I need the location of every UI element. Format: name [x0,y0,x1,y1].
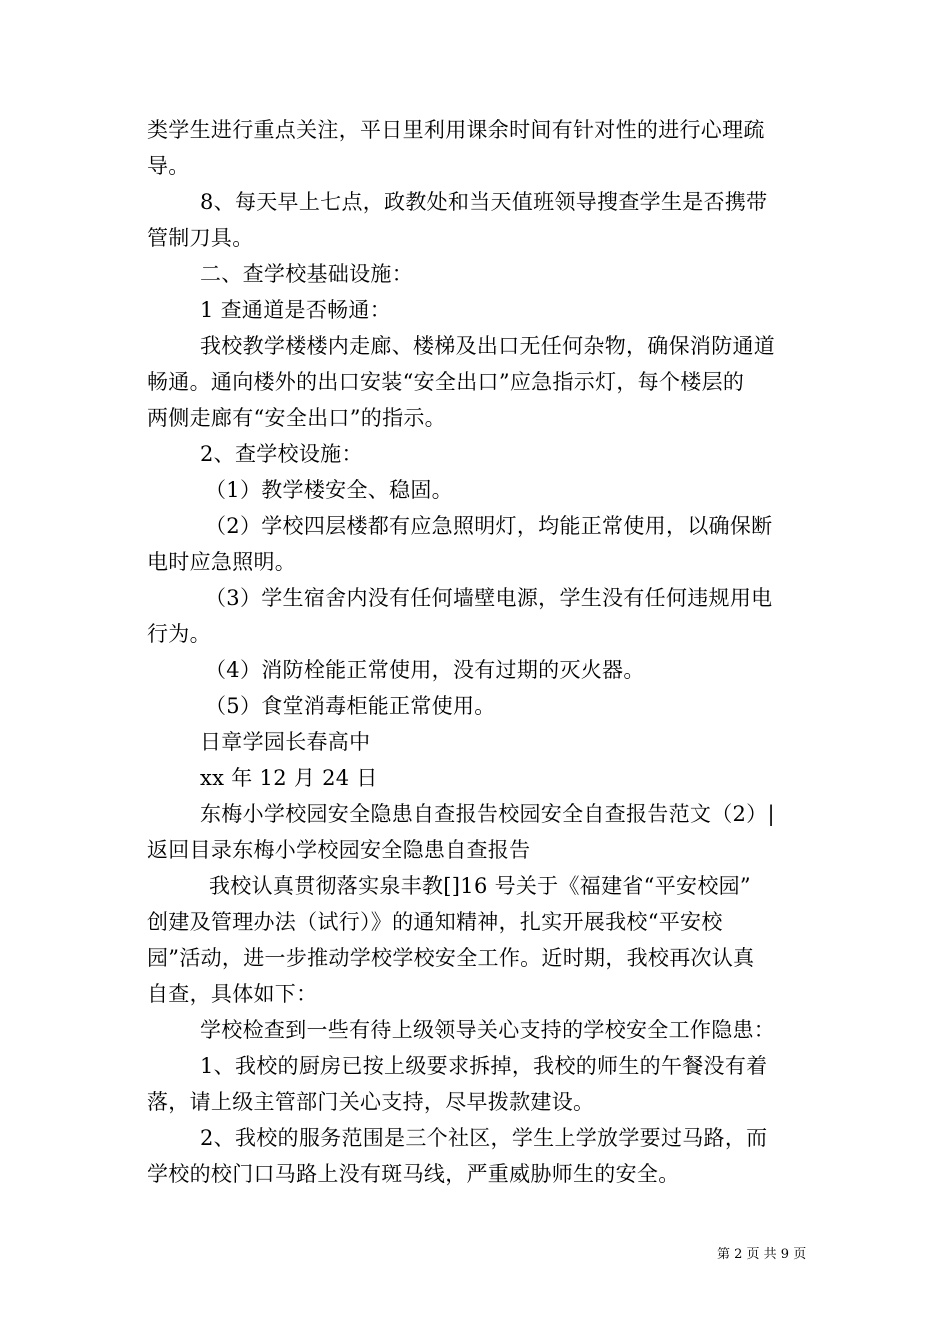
paragraph-line: 1、我校的厨房已按上级要求拆掉，我校的师生的午餐没有着 [200,1054,768,1078]
list-item: （1）教学楼安全、稳固。 [205,478,453,502]
toc-link[interactable]: 返回目录东梅小学校园安全隐患自查报告 [147,838,531,862]
paragraph-line: 两侧走廊有“安全出口”的指示。 [147,406,446,430]
page-number: 第 2 页 共 9 页 [717,1247,807,1262]
paragraph-line: 我校教学楼楼内走廊、楼梯及出口无任何杂物，确保消防通道 [200,334,776,358]
paragraph-line: 8、每天早上七点，政教处和当天值班领导搜查学生是否携带 [200,190,768,214]
paragraph-line: 2、我校的服务范围是三个社区，学生上学放学要过马路，而 [200,1126,768,1150]
list-item: （4）消防栓能正常使用，没有过期的灭火器。 [205,658,645,682]
paragraph-line: 落，请上级主管部门关心支持，尽早拨款建设。 [147,1090,595,1114]
paragraph-line: 电时应急照明。 [147,550,297,574]
paragraph-line: 创建及管理办法（试行）》的通知精神，扎实开展我校“平安校 [147,910,723,934]
paragraph-line: 管制刀具。 [147,226,254,250]
list-item: （3）学生宿舍内没有任何墙壁电源，学生没有任何违规用电 [205,586,773,610]
paragraph-line: 自查，具体如下： [147,982,318,1006]
paragraph-line: 学校的校门口马路上没有斑马线，严重威胁师生的安全。 [147,1162,680,1186]
signature-school: 日章学园长春高中 [200,730,371,754]
subsection-heading: 2、查学校设施： [200,442,363,466]
list-item: （2）学校四层楼都有应急照明灯，均能正常使用，以确保断 [205,514,773,538]
paragraph-line: 园”活动，进一步推动学校学校安全工作。近时期，我校再次认真 [147,946,755,970]
paragraph-line: 畅通。通向楼外的出口安装“安全出口”应急指示灯，每个楼层的 [147,370,745,394]
article-title: 东梅小学校园安全隐患自查报告校园安全自查报告范文（2）| [200,802,775,826]
section-heading: 二、查学校基础设施： [200,262,413,286]
subsection-heading: 1 查通道是否畅通： [200,298,392,322]
list-item: （5）食堂消毒柜能正常使用。 [205,694,496,718]
signature-date: xx 年 12 月 24 日 [200,766,378,790]
document-body [147,112,807,1192]
paragraph-line: 类学生进行重点关注，平日里利用课余时间有针对性的进行心理疏 [147,118,765,142]
paragraph-line: 我校认真贯彻落实泉丰教[]16 号关于《福建省“平安校园” [209,874,751,898]
paragraph-line: 行为。 [147,622,211,646]
paragraph-line: 导。 [147,154,190,178]
paragraph-line: 学校检查到一些有待上级领导关心支持的学校安全工作隐患： [200,1018,776,1042]
